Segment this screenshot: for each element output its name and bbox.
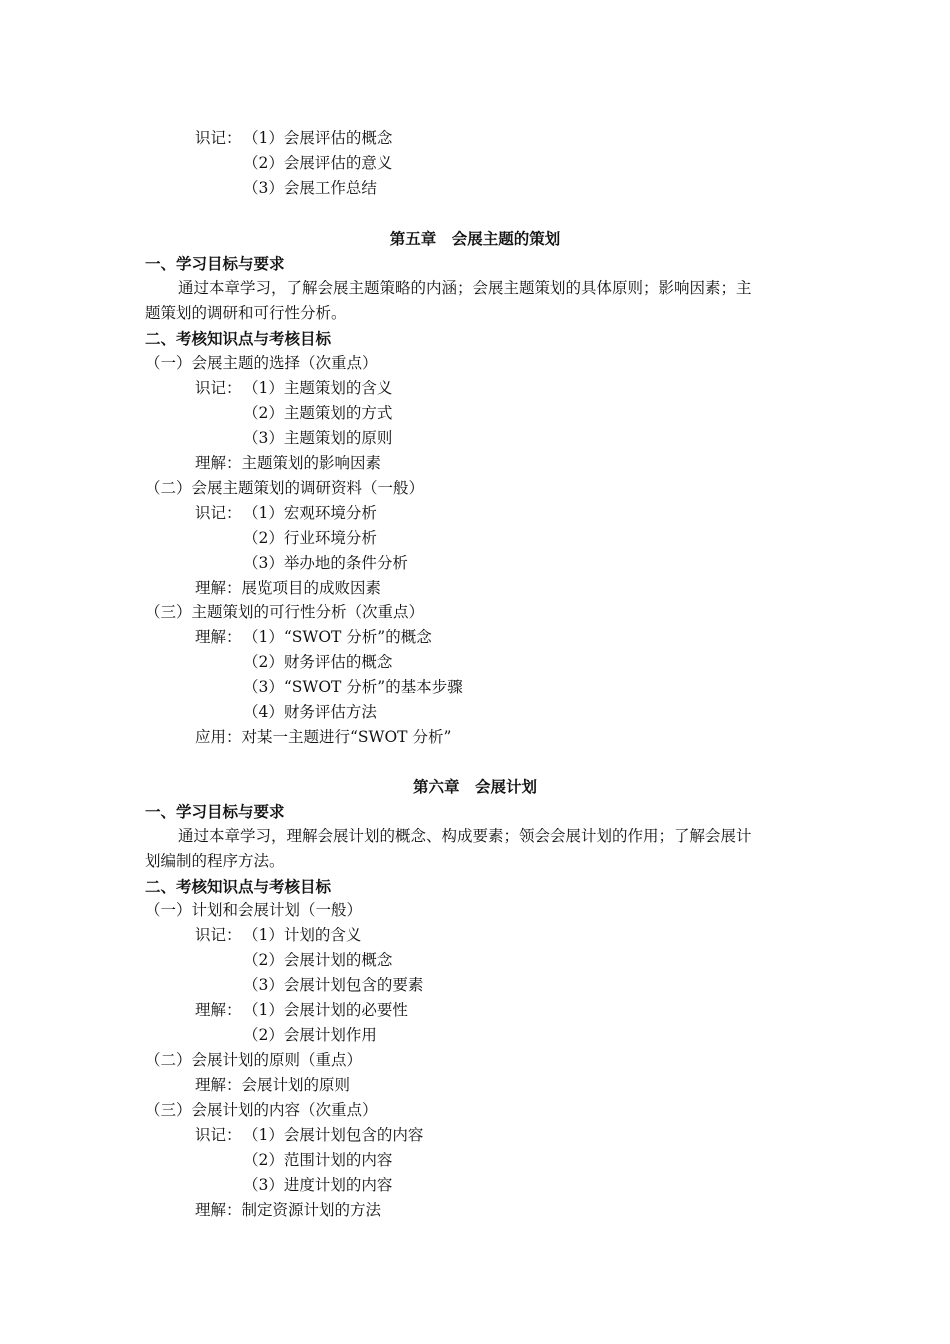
paragraph-line: 通过本章学习，了解会展主题策略的内涵；会展主题策划的具体原则；影响因素；主	[178, 279, 752, 297]
subsection-title: （三）主题策划的可行性分析（次重点）	[145, 603, 425, 621]
section-heading: 一、学习目标与要求	[145, 802, 285, 821]
understand-item: （4）财务评估方法	[243, 703, 377, 721]
recall-item: （3）举办地的条件分析	[243, 554, 408, 572]
recall-item: （3）主题策划的原则	[243, 429, 393, 447]
recall-item: （3）进度计划的内容	[243, 1176, 393, 1194]
recall-item: （1）宏观环境分析	[243, 504, 377, 522]
paragraph-line: 通过本章学习，理解会展计划的概念、构成要素；领会会展计划的作用；了解会展计	[178, 827, 752, 845]
paragraph-line: 题策划的调研和可行性分析。	[145, 304, 347, 322]
understand-item: （3）“SWOT 分析”的基本步骤	[243, 678, 463, 696]
recall-label: 识记：	[195, 504, 242, 522]
subsection-title: （一）计划和会展计划（一般）	[145, 901, 363, 919]
chapter-title: 第五章 会展主题的策划	[389, 229, 561, 248]
recall-item: （1）计划的含义	[243, 926, 362, 944]
recall-item: （2）行业环境分析	[243, 529, 377, 547]
subsection-title: （二）会展计划的原则（重点）	[145, 1051, 363, 1069]
understand-label: 理解：	[195, 628, 242, 646]
recall-label: 识记：	[195, 379, 242, 397]
subsection-title: （一）会展主题的选择（次重点）	[145, 354, 378, 372]
section-heading: 二、考核知识点与考核目标	[145, 877, 332, 896]
recall-label: 识记：	[195, 926, 242, 944]
recall-item: （1）会展计划包含的内容	[243, 1126, 424, 1144]
understand-label: 理解：	[195, 1001, 242, 1019]
understand-line: 理解：制定资源计划的方法	[195, 1201, 382, 1219]
recall-label: 识记：	[195, 1126, 242, 1144]
recall-item: （2）会展计划的概念	[243, 951, 393, 969]
subsection-title: （二）会展主题策划的调研资料（一般）	[145, 479, 425, 497]
recall-item: （1）主题策划的含义	[243, 379, 393, 397]
recall-item: （3）会展工作总结	[243, 179, 377, 197]
recall-item: （2）会展评估的意义	[243, 154, 393, 172]
understand-line: 理解：展览项目的成败因素	[195, 579, 382, 597]
understand-item: （2）会展计划作用	[243, 1026, 377, 1044]
paragraph-line: 划编制的程序方法。	[145, 852, 285, 870]
recall-item: （3）会展计划包含的要素	[243, 976, 424, 994]
section-heading: 二、考核知识点与考核目标	[145, 329, 332, 348]
recall-label: 识记：	[195, 129, 242, 147]
subsection-title: （三）会展计划的内容（次重点）	[145, 1101, 378, 1119]
apply-line: 应用：对某一主题进行“SWOT 分析”	[195, 728, 452, 746]
recall-item: （2）主题策划的方式	[243, 404, 393, 422]
recall-item: （1）会展评估的概念	[243, 129, 393, 147]
recall-item: （2）范围计划的内容	[243, 1151, 393, 1169]
understand-item: （1）“SWOT 分析”的概念	[243, 628, 432, 646]
understand-item: （2）财务评估的概念	[243, 653, 393, 671]
section-heading: 一、学习目标与要求	[145, 254, 285, 273]
understand-line: 理解：主题策划的影响因素	[195, 454, 382, 472]
understand-item: （1）会展计划的必要性	[243, 1001, 408, 1019]
understand-line: 理解：会展计划的原则	[195, 1076, 351, 1094]
chapter-title: 第六章 会展计划	[412, 777, 537, 796]
